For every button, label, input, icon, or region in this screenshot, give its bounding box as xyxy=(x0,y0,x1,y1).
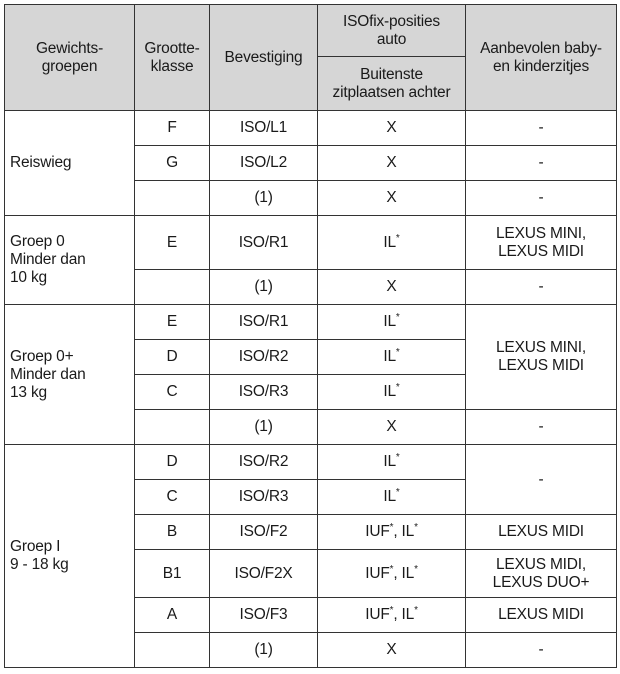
position-cell: IL* xyxy=(318,339,466,374)
size-class-cell: F xyxy=(135,111,210,146)
position-cell: X xyxy=(318,181,466,216)
mounting-cell: (1) xyxy=(210,269,318,304)
mounting-cell: ISO/L2 xyxy=(210,146,318,181)
size-class-cell: C xyxy=(135,375,210,410)
weight-group-cell: Groep I 9 - 18 kg xyxy=(5,445,135,668)
recommended-cell: - xyxy=(466,111,617,146)
position-cell: IL* xyxy=(318,375,466,410)
size-class-cell: G xyxy=(135,146,210,181)
mounting-cell: ISO/F2 xyxy=(210,515,318,550)
size-class-cell xyxy=(135,269,210,304)
recommended-cell: - xyxy=(466,269,617,304)
position-cell: X xyxy=(318,146,466,181)
size-class-cell xyxy=(135,632,210,667)
mounting-cell: (1) xyxy=(210,410,318,445)
size-class-cell: D xyxy=(135,339,210,374)
recommended-cell: - xyxy=(466,146,617,181)
recommended-cell: LEXUS MINI, LEXUS MIDI xyxy=(466,304,617,409)
recommended-cell: - xyxy=(466,181,617,216)
weight-group-cell: Reiswieg xyxy=(5,111,135,216)
recommended-cell: LEXUS MIDI, LEXUS DUO+ xyxy=(466,550,617,597)
weight-group-cell: Groep 0+ Minder dan 13 kg xyxy=(5,304,135,444)
recommended-cell: - xyxy=(466,632,617,667)
mounting-cell: ISO/R1 xyxy=(210,216,318,270)
position-cell: X xyxy=(318,410,466,445)
mounting-cell: ISO/R2 xyxy=(210,445,318,480)
mounting-cell: ISO/R2 xyxy=(210,339,318,374)
recommended-cell: LEXUS MINI, LEXUS MIDI xyxy=(466,216,617,270)
mounting-cell: ISO/R1 xyxy=(210,304,318,339)
header-recommended-seats: Aanbevolen baby- en kinderzitjes xyxy=(466,5,617,111)
size-class-cell: E xyxy=(135,216,210,270)
header-outer-rear-seats: Buitenste zitplaatsen achter xyxy=(318,57,466,111)
position-cell: IUF*, IL* xyxy=(318,597,466,632)
header-size-class: Grootte- klasse xyxy=(135,5,210,111)
header-weight-group: Gewichts- groepen xyxy=(5,5,135,111)
weight-group-cell: Groep 0 Minder dan 10 kg xyxy=(5,216,135,305)
isofix-table xyxy=(4,4,617,668)
size-class-cell: E xyxy=(135,304,210,339)
size-class-cell: A xyxy=(135,597,210,632)
position-cell: IL* xyxy=(318,445,466,480)
size-class-cell xyxy=(135,410,210,445)
recommended-cell: LEXUS MIDI xyxy=(466,597,617,632)
mounting-cell: (1) xyxy=(210,632,318,667)
position-cell: IL* xyxy=(318,216,466,270)
position-cell: X xyxy=(318,632,466,667)
recommended-cell: - xyxy=(466,445,617,515)
mounting-cell: ISO/R3 xyxy=(210,480,318,515)
recommended-cell: - xyxy=(466,410,617,445)
size-class-cell: C xyxy=(135,480,210,515)
position-cell: IUF*, IL* xyxy=(318,515,466,550)
recommended-cell: LEXUS MIDI xyxy=(466,515,617,550)
mounting-cell: ISO/F2X xyxy=(210,550,318,597)
mounting-cell: ISO/L1 xyxy=(210,111,318,146)
position-cell: IL* xyxy=(318,480,466,515)
size-class-cell: D xyxy=(135,445,210,480)
mounting-cell: ISO/F3 xyxy=(210,597,318,632)
size-class-cell: B xyxy=(135,515,210,550)
position-cell: X xyxy=(318,111,466,146)
position-cell: IL* xyxy=(318,304,466,339)
position-cell: IUF*, IL* xyxy=(318,550,466,597)
mounting-cell: (1) xyxy=(210,181,318,216)
size-class-cell xyxy=(135,181,210,216)
size-class-cell: B1 xyxy=(135,550,210,597)
position-cell: X xyxy=(318,269,466,304)
header-isofix-positions: ISOfix-posities auto xyxy=(318,5,466,57)
mounting-cell: ISO/R3 xyxy=(210,375,318,410)
header-mounting: Bevestiging xyxy=(210,5,318,111)
